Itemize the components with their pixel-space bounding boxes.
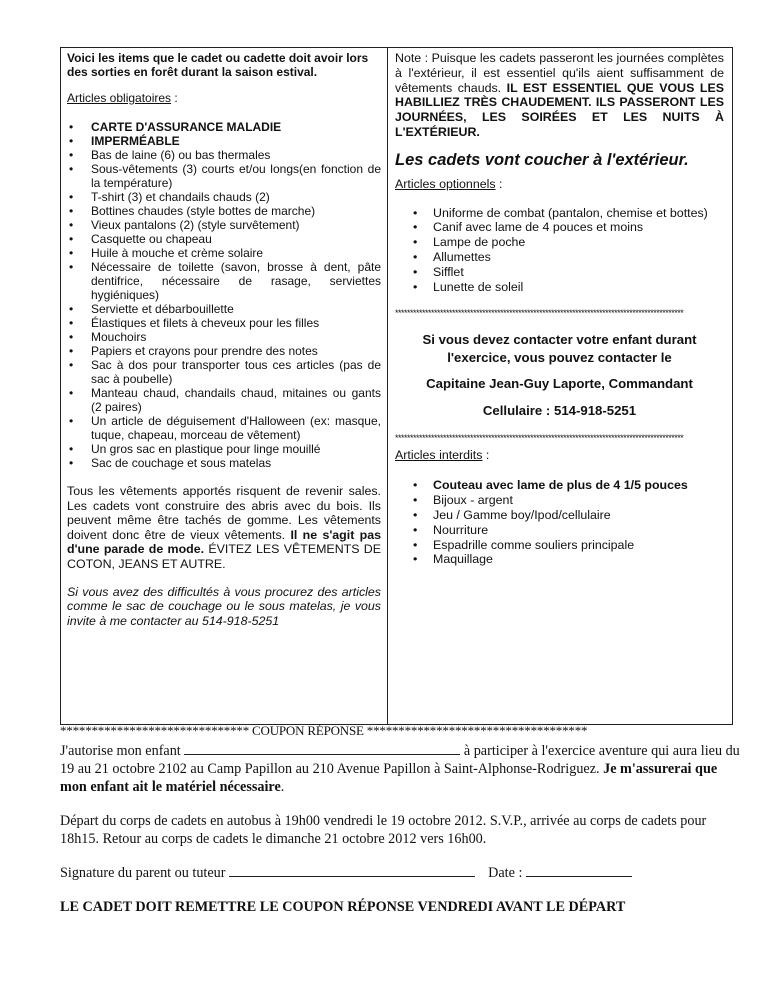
bullet-icon: •: [69, 218, 74, 232]
list-item-text: Espadrille comme souliers principale: [433, 537, 635, 552]
bullet-icon: •: [69, 302, 74, 316]
bullet-icon: •: [413, 220, 418, 235]
child-name-field[interactable]: [184, 742, 460, 755]
list-item: [67, 456, 381, 470]
contact-name: Capitaine Jean-Guy Laporte, Commandant: [426, 376, 693, 392]
list-item-text: Élastiques et filets à cheveux pour les filles: [91, 316, 320, 330]
list-item: [67, 246, 381, 260]
list-item: [67, 358, 381, 386]
clothes-note: Tous les vêtements apportés risquent de revenir sales. Les cadets vont construire des abris avec du bois. Ils peuvent même être tachés de gomme. Les vêtements doivent donc être de vieux vêtements. Il ne s'agit pas d'une parade de mode. ÉVITEZ LES VÊTEMENTS DE COTON, JEANS ET AUTRE.: [67, 484, 381, 571]
bullet-icon: •: [413, 478, 418, 493]
bullet-icon: •: [69, 414, 74, 428]
list-item: [411, 250, 724, 265]
list-item: [411, 523, 724, 538]
signature-row: Signature du parent ou tuteur Date :: [60, 864, 740, 882]
list-item: [67, 148, 381, 162]
bullet-icon: •: [69, 456, 74, 470]
list-item-text: IMPERMÉABLE: [91, 134, 180, 148]
list-item-text: T-shirt (3) et chandails chauds (2): [91, 190, 270, 204]
list-item: [411, 508, 724, 523]
outdoor-heading: Les cadets vont coucher à l'extérieur.: [395, 150, 689, 169]
list-item: [411, 206, 724, 221]
bullet-icon: •: [413, 249, 418, 264]
list-item: [411, 493, 724, 508]
list-item-text: Un article de déguisement d'Halloween (ex: masque, tuque, chapeau, morceau de vêtement): [91, 414, 381, 442]
bullet-icon: •: [69, 344, 74, 358]
stars-divider: ************************************************************************************************: [395, 432, 684, 443]
coupon-title: ****************************** COUPON RÉPONSE ***********************************: [60, 723, 588, 738]
bullet-icon: •: [413, 205, 418, 220]
list-item: [67, 204, 381, 218]
list-item: [67, 134, 381, 148]
bullet-icon: •: [413, 264, 418, 279]
info-table: [60, 47, 733, 725]
list-item: [67, 232, 381, 246]
list-item-text: Bottines chaudes (style bottes de marche): [91, 204, 316, 218]
bullet-icon: •: [413, 507, 418, 522]
list-item: [67, 442, 381, 456]
list-item-text: Nécessaire de toilette (savon, brosse à dent, pâte dentifrice, nécessaire de rasage, serviettes hygiéniques): [91, 260, 381, 302]
bullet-icon: •: [69, 442, 74, 456]
list-item-text: Jeu / Gamme boy/Ipod/cellulaire: [433, 507, 611, 522]
list-item-text: Maquillage: [433, 552, 493, 567]
bullet-icon: •: [413, 522, 418, 537]
bullet-icon: •: [69, 148, 74, 162]
bullet-icon: •: [69, 232, 74, 246]
stars-divider: ************************************************************************************************: [395, 308, 684, 319]
list-item-text: Sous-vêtements (3) courts et/ou longs(en fonction de la température): [91, 162, 381, 190]
warm-clothes-note: Note : Puisque les cadets passeront les journées complètes à l'extérieur, il est essentiel qu'ils aient suffisamment de vêtements chauds. IL EST ESSENTIEL QUE VOUS LES HABILLIEZ TRÈS CHAUDEMENT. ILS PASSERONT LES JOURNÉES, LES SOIRÉES ET LES NUITS À L'EXTÉRIEUR.: [395, 51, 724, 139]
list-item: [411, 265, 724, 280]
optional-heading: Articles optionnels :: [395, 176, 503, 191]
bullet-icon: •: [413, 279, 418, 294]
intro-text: Voici les items que le cadet ou cadette doit avoir lors des sorties en forêt durant la saison estival.: [67, 51, 369, 79]
bullet-icon: •: [413, 552, 418, 567]
list-item-text: Canif avec lame de 4 pouces et moins: [433, 220, 644, 235]
list-item-text: Nourriture: [433, 522, 489, 537]
forbidden-list: [395, 478, 724, 567]
bullet-icon: •: [413, 235, 418, 250]
signature-field[interactable]: [229, 864, 475, 877]
bullet-icon: •: [69, 120, 74, 134]
mandatory-list: [67, 120, 381, 470]
final-notice: LE CADET DOIT REMETTRE LE COUPON RÉPONSE VENDREDI AVANT LE DÉPART: [60, 899, 626, 915]
list-item-text: Couteau avec lame de plus de 4 1/5 pouces: [433, 478, 688, 493]
list-item: [67, 260, 381, 302]
list-item-text: CARTE D'ASSURANCE MALADIE: [91, 120, 282, 134]
list-item: [411, 478, 724, 493]
list-item-text: Sac à dos pour transporter tous ces articles (pas de sac à poubelle): [91, 358, 381, 386]
authorize-text: J'autorise mon enfant à participer à l'exercice aventure qui aura lieu du 19 au 21 octobre 2102 au Camp Papillon au 210 Avenue Papillon à Saint-Alphonse-Rodriguez. Je m'assurerai que mon enfant ait le matériel nécessaire.: [60, 743, 740, 795]
bullet-icon: •: [69, 190, 74, 204]
list-item: [67, 330, 381, 344]
date-field[interactable]: [526, 864, 632, 877]
list-item-text: Manteau chaud, chandails chaud, mitaines ou gants (2 paires): [91, 386, 381, 414]
left-column: [61, 48, 388, 724]
list-item: [411, 235, 724, 250]
list-item-text: Mouchoirs: [91, 330, 147, 344]
list-item-text: Casquette ou chapeau: [91, 232, 212, 246]
list-item-text: Bijoux - argent: [433, 493, 513, 508]
bullet-icon: •: [69, 330, 74, 344]
list-item: [67, 218, 381, 232]
contact-line: Si vous devez contacter votre enfant durant l'exercice, vous pouvez contacter le: [422, 332, 697, 366]
bullet-icon: •: [69, 134, 74, 148]
bullet-icon: •: [69, 260, 74, 274]
list-item-text: Allumettes: [433, 249, 491, 264]
list-item: [67, 414, 381, 442]
list-item-text: Un gros sac en plastique pour linge mouillé: [91, 442, 321, 456]
forbidden-heading: Articles interdits :: [395, 447, 490, 462]
list-item: [411, 280, 724, 295]
bullet-icon: •: [413, 493, 418, 508]
bullet-icon: •: [69, 162, 74, 176]
list-item: [67, 316, 381, 330]
list-item-text: Lampe de poche: [433, 235, 526, 250]
departure-text: Départ du corps de cadets en autobus à 19h00 vendredi le 19 octobre 2012. S.V.P., arrivée au corps de cadets pour 18h15. Retour au corps de cadets le dimanche 21 octobre 2012 vers 16h00.: [60, 813, 707, 847]
cell-phone: Cellulaire : 514-918-5251: [482, 402, 637, 418]
list-item-text: Serviette et débarbouillette: [91, 302, 234, 316]
list-item: [411, 552, 724, 567]
list-item-text: Uniforme de combat (pantalon, chemise et bottes): [433, 205, 708, 220]
difficulty-note: Si vous avez des difficultés à vous procurez des articles comme le sac de couchage ou le sous matelas, je vous invite à me contacter au 514-918-5251: [67, 584, 381, 628]
bullet-icon: •: [69, 358, 74, 372]
coupon-section: [60, 722, 740, 916]
bullet-icon: •: [69, 204, 74, 218]
bullet-icon: •: [69, 386, 74, 400]
list-item-text: Huile à mouche et crème solaire: [91, 246, 264, 260]
list-item-text: Bas de laine (6) ou bas thermales: [91, 148, 271, 162]
right-column: [388, 48, 732, 724]
list-item-text: Lunette de soleil: [433, 279, 524, 294]
list-item: [67, 302, 381, 316]
list-item-text: Vieux pantalons (2) (style survêtement): [91, 218, 300, 232]
optional-list: [395, 206, 724, 295]
list-item: [67, 162, 381, 190]
list-item: [67, 190, 381, 204]
list-item: [67, 120, 381, 134]
bullet-icon: •: [69, 246, 74, 260]
list-item-text: Sifflet: [433, 264, 464, 279]
bullet-icon: •: [69, 316, 74, 330]
mandatory-heading: Articles obligatoires :: [67, 91, 178, 105]
list-item-text: Sac de couchage et sous matelas: [91, 456, 272, 470]
list-item: [411, 538, 724, 553]
list-item: [67, 386, 381, 414]
bullet-icon: •: [413, 537, 418, 552]
list-item: [411, 220, 724, 235]
list-item-text: Papiers et crayons pour prendre des notes: [91, 344, 318, 358]
list-item: [67, 344, 381, 358]
